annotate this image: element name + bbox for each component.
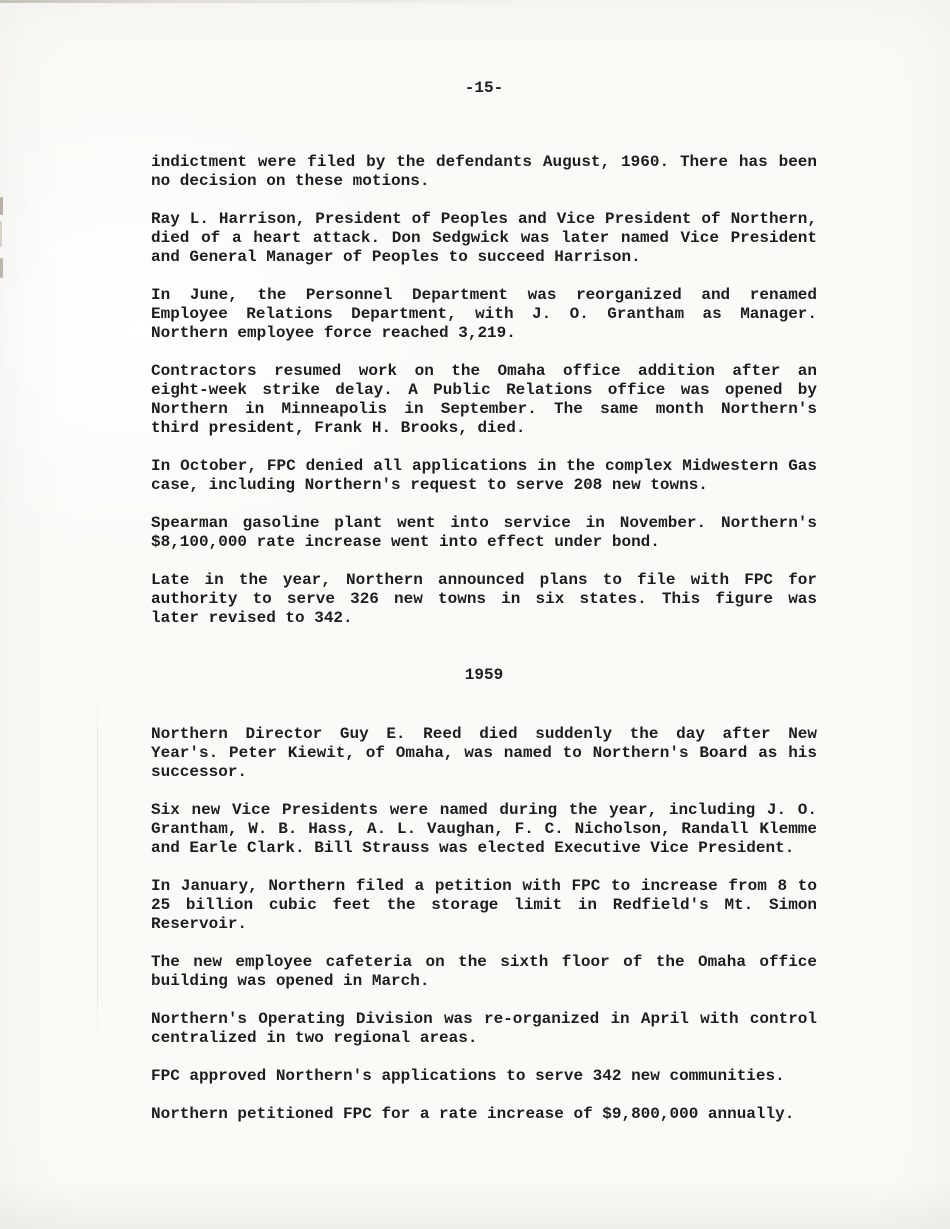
scan-artifact-left-speck — [0, 221, 2, 247]
paragraph — [151, 877, 817, 934]
text-line: building was opened in March. — [151, 972, 430, 990]
scan-artifact-bottom-shade — [0, 1181, 950, 1229]
text-line: Northern's Operating Division was re-organized in April with control — [151, 1010, 817, 1028]
text-line: case, including Northern's request to serve 208 new towns. — [151, 476, 708, 494]
text-line: and General Manager of Peoples to succeed Harrison. — [151, 248, 641, 266]
text-line: $8,100,000 rate increase went into effect under bond. — [151, 533, 660, 551]
text-line: In June, the Personnel Department was reorganized and renamed — [151, 286, 817, 304]
text-line: Northern in Minneapolis in September. The same month Northern's — [151, 400, 817, 418]
text-line: Spearman gasoline plant went into service in November. Northern's — [151, 514, 817, 532]
text-line: Northern Director Guy E. Reed died suddenly the day after New — [151, 725, 817, 743]
text-line: Contractors resumed work on the Omaha office addition after an — [151, 362, 817, 380]
text-line: In January, Northern filed a petition with FPC to increase from 8 to — [151, 877, 817, 895]
scan-artifact-left-speck — [0, 258, 3, 278]
text-line: authority to serve 326 new towns in six states. This figure was — [151, 590, 817, 608]
paragraph — [151, 725, 817, 782]
paragraph — [151, 801, 817, 858]
text-line: Reservoir. — [151, 915, 248, 933]
text-line: Northern employee force reached 3,219. — [151, 324, 516, 342]
paragraph — [151, 953, 817, 991]
paragraph — [151, 153, 817, 191]
text-line: and Earle Clark. Bill Strauss was elected Executive Vice President. — [151, 839, 795, 857]
text-line: third president, Frank H. Brooks, died. — [151, 419, 526, 437]
text-line: The new employee cafeteria on the sixth floor of the Omaha office — [151, 953, 817, 971]
text-line: later revised to 342. — [151, 609, 353, 627]
paragraph — [151, 1067, 817, 1086]
paragraph — [151, 286, 817, 343]
paragraph — [151, 571, 817, 628]
scan-artifact-seam-line — [97, 690, 98, 1050]
text-line: Ray L. Harrison, President of Peoples and Vice President of Northern, — [151, 210, 817, 228]
text-line: died of a heart attack. Don Sedgwick was later named Vice President — [151, 229, 817, 247]
text-line: eight-week strike delay. A Public Relations office was opened by — [151, 381, 817, 399]
text-line: no decision on these motions. — [151, 172, 430, 190]
text-line: Year's. Peter Kiewit, of Omaha, was named to Northern's Board as his — [151, 744, 817, 762]
document-body — [151, 79, 817, 1124]
paragraph — [151, 1105, 817, 1124]
paragraph — [151, 1010, 817, 1048]
text-line: Employee Relations Department, with J. O. Grantham as Manager. — [151, 305, 817, 323]
text-line: centralized in two regional areas. — [151, 1029, 478, 1047]
text-line: Northern petitioned FPC for a rate increase of $9,800,000 annually. — [151, 1105, 795, 1123]
paragraph — [151, 514, 817, 552]
text-line: Late in the year, Northern announced plans to file with FPC for — [151, 571, 817, 589]
scan-artifact-top-edge — [0, 0, 560, 3]
paragraph — [151, 210, 817, 267]
text-line: Grantham, W. B. Hass, A. L. Vaughan, F. C. Nicholson, Randall Klemme — [151, 820, 817, 838]
text-line: indictment were filed by the defendants August, 1960. There has been — [151, 153, 817, 171]
paragraph — [151, 457, 817, 495]
text-line: FPC approved Northern's applications to serve 342 new communities. — [151, 1067, 785, 1085]
text-line: In October, FPC denied all applications in the complex Midwestern Gas — [151, 457, 817, 475]
paragraph — [151, 362, 817, 438]
page-number: -15- — [464, 79, 504, 97]
year-section-heading — [151, 666, 817, 685]
text-line: 25 billion cubic feet the storage limit in Redfield's Mt. Simon — [151, 896, 817, 914]
scan-artifact-left-speck — [0, 197, 3, 215]
text-line: Six new Vice Presidents were named during the year, including J. O. — [151, 801, 817, 819]
text-line: 1959 — [464, 666, 504, 684]
text-line: successor. — [151, 763, 248, 781]
